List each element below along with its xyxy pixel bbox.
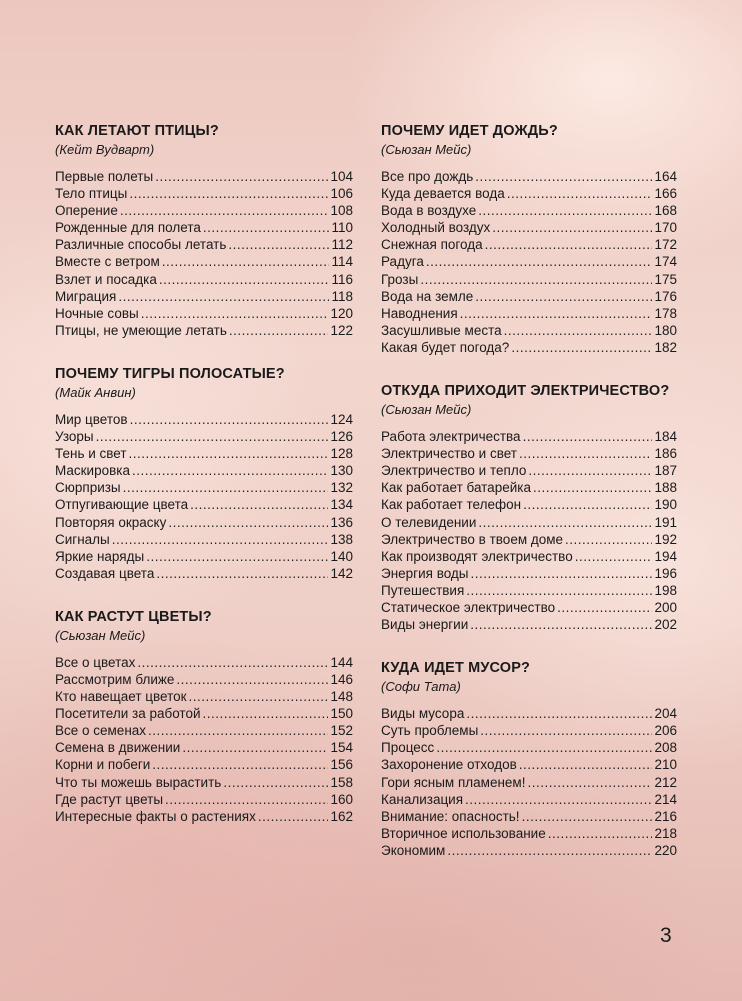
- entry-title: Все о семенах: [55, 723, 147, 739]
- dot-leader: [485, 236, 653, 253]
- entry-title: Виды энергии: [381, 617, 469, 633]
- entry-page-number: 190: [654, 497, 677, 513]
- entry-title: Сюрпризы: [55, 480, 121, 496]
- toc-section: [381, 382, 677, 633]
- toc-entry: [55, 168, 353, 185]
- dot-leader: [523, 428, 653, 445]
- toc-entry: [381, 168, 677, 185]
- dot-leader: [480, 722, 652, 739]
- entry-title: Какая будет погода?: [381, 339, 510, 355]
- dot-leader: [129, 185, 328, 202]
- toc-entry: [55, 496, 353, 513]
- section-author: (Майк Анвин): [55, 384, 136, 400]
- dot-leader: [436, 739, 652, 756]
- entry-title: Гори ясным пламенем!: [381, 774, 526, 790]
- dot-leader: [165, 791, 328, 808]
- dot-leader: [575, 548, 653, 565]
- toc-entry: [381, 428, 677, 445]
- entry-page-number: 144: [330, 654, 353, 670]
- toc-entry: [381, 599, 677, 616]
- toc-entry: [381, 236, 677, 253]
- toc-entry: [55, 722, 353, 739]
- dot-leader: [176, 671, 328, 688]
- entry-title: Что ты можешь вырастить: [55, 774, 222, 790]
- dot-leader: [465, 791, 652, 808]
- entry-title: Процесс: [381, 740, 435, 756]
- entry-title: Канализация: [381, 791, 464, 807]
- entry-title: Как работает телефон: [381, 497, 522, 513]
- toc-entry: [381, 185, 677, 202]
- dot-leader: [118, 288, 329, 305]
- entry-title: Виды мусора: [381, 706, 465, 722]
- entry-title: О телевидении: [381, 514, 477, 530]
- entry-title: Электричество и свет: [381, 446, 517, 462]
- entry-page-number: 162: [330, 808, 353, 824]
- entry-title: Электричество и тепло: [381, 463, 527, 479]
- entry-title: Корни и побеги: [55, 757, 151, 773]
- entry-page-number: 216: [654, 808, 677, 824]
- entry-list: [55, 411, 353, 582]
- entry-page-number: 208: [654, 740, 677, 756]
- toc-entry: [381, 253, 677, 270]
- entry-page-number: 152: [330, 723, 353, 739]
- entry-title: Тело птицы: [55, 186, 128, 202]
- entry-page-number: 200: [654, 599, 677, 615]
- entry-page-number: 202: [654, 617, 677, 633]
- entry-page-number: 187: [654, 463, 677, 479]
- entry-title: Отпугивающие цвета: [55, 497, 189, 513]
- entry-page-number: 112: [331, 237, 353, 253]
- dot-leader: [471, 565, 653, 582]
- section-title: ПОЧЕМУ ИДЕТ ДОЖДЬ?: [381, 123, 558, 139]
- dot-leader: [504, 322, 653, 339]
- entry-page-number: 138: [330, 531, 353, 547]
- entry-title: Повторяя окраску: [55, 514, 167, 530]
- entry-page-number: 154: [330, 740, 353, 756]
- toc-entry: [55, 271, 353, 288]
- toc-section: [55, 365, 353, 582]
- dot-leader: [258, 808, 329, 825]
- toc-entry: [55, 808, 353, 825]
- section-title: КУДА ИДЕТ МУСОР?: [381, 660, 531, 677]
- toc-entry: [55, 462, 353, 479]
- entry-title: Путешествия: [381, 582, 465, 598]
- toc-entry: [381, 445, 677, 462]
- dot-leader: [492, 219, 652, 236]
- dot-leader: [130, 411, 329, 428]
- entry-page-number: 128: [330, 446, 353, 462]
- entry-page-number: 212: [654, 774, 677, 790]
- section-title: КАК ЛЕТАЮТ ПТИЦЫ?: [55, 123, 219, 139]
- toc-entry: [55, 219, 353, 236]
- entry-title: Электричество в твоем доме: [381, 531, 564, 547]
- dot-leader: [96, 428, 329, 445]
- toc-entry: [55, 705, 353, 722]
- dot-leader: [522, 808, 653, 825]
- toc-entry: [381, 705, 677, 722]
- dot-leader: [229, 322, 329, 339]
- entry-page-number: 204: [654, 706, 677, 722]
- entry-title: Экономим: [381, 842, 446, 858]
- entry-title: Создавая цвета: [55, 565, 155, 581]
- toc-entry: [381, 462, 677, 479]
- dot-leader: [507, 185, 653, 202]
- dot-leader: [189, 688, 329, 705]
- dot-leader: [146, 548, 328, 565]
- dot-leader: [527, 774, 652, 791]
- entry-title: Куда девается вода: [381, 186, 505, 202]
- toc-entry: [55, 185, 353, 202]
- dot-leader: [129, 445, 329, 462]
- entry-title: Засушливые места: [381, 322, 502, 338]
- dot-leader: [120, 202, 329, 219]
- entry-title: Маскировка: [55, 463, 131, 479]
- dot-leader: [123, 479, 329, 496]
- toc-entry: [381, 271, 677, 288]
- entry-page-number: 175: [654, 271, 677, 287]
- toc-entry: [381, 548, 677, 565]
- entry-title: Вместе с ветром: [55, 254, 160, 270]
- dot-leader: [168, 514, 328, 531]
- section-title: КАК РАСТУТ ЦВЕТЫ?: [55, 608, 212, 625]
- toc-entry: [55, 791, 353, 808]
- entry-page-number: 108: [330, 203, 353, 219]
- entry-page-number: 110: [331, 220, 353, 236]
- entry-list: [55, 168, 353, 339]
- dot-leader: [528, 462, 652, 479]
- toc-entry: [381, 202, 677, 219]
- entry-page-number: 210: [654, 757, 677, 773]
- entry-title: Взлет и посадка: [55, 271, 157, 287]
- toc-entry: [381, 582, 677, 599]
- toc-entry: [55, 739, 353, 756]
- toc-entry: [381, 339, 677, 356]
- dot-leader: [466, 582, 652, 599]
- entry-page-number: 184: [654, 429, 677, 445]
- entry-title: Узоры: [55, 429, 94, 445]
- entry-title: Рассмотрим ближе: [55, 671, 175, 687]
- entry-page-number: 116: [331, 271, 353, 287]
- entry-list: [381, 168, 677, 356]
- section-author: (Софи Тата): [381, 679, 461, 695]
- dot-leader: [203, 219, 330, 236]
- entry-title: Оперение: [55, 203, 118, 219]
- entry-title: Статическое электричество: [381, 599, 556, 615]
- dot-leader: [426, 253, 653, 270]
- entry-title: Наводнения: [381, 305, 458, 321]
- toc-entry: [55, 671, 353, 688]
- toc-entry: [381, 791, 677, 808]
- entry-title: Захоронение отходов: [381, 757, 517, 773]
- toc-left-column: [55, 122, 353, 851]
- entry-title: Где растут цветы: [55, 791, 164, 807]
- toc-entry: [55, 428, 353, 445]
- toc-entry: [55, 322, 353, 339]
- entry-page-number: 194: [654, 548, 677, 564]
- entry-title: Яркие наряды: [55, 548, 145, 564]
- entry-page-number: 118: [331, 288, 353, 304]
- toc-entry: [55, 479, 353, 496]
- toc-entry: [55, 531, 353, 548]
- entry-page-number: 134: [330, 497, 353, 513]
- entry-page-number: 156: [330, 757, 353, 773]
- entry-page-number: 182: [654, 339, 677, 355]
- entry-page-number: 106: [330, 186, 353, 202]
- dot-leader: [112, 531, 329, 548]
- entry-title: Работа электричества: [381, 429, 521, 445]
- toc-entry: [55, 253, 353, 270]
- page-number: 3: [660, 924, 672, 947]
- dot-leader: [470, 616, 652, 633]
- entry-title: Рожденные для полета: [55, 220, 201, 236]
- dot-leader: [137, 654, 328, 671]
- dot-leader: [155, 168, 328, 185]
- toc-entry: [381, 722, 677, 739]
- entry-title: Все про дождь: [381, 169, 474, 184]
- entry-page-number: 124: [330, 411, 353, 427]
- dot-leader: [223, 774, 328, 791]
- toc-entry: [381, 842, 677, 859]
- toc-entry: [55, 411, 353, 428]
- toc-entry: [381, 479, 677, 496]
- entry-page-number: 136: [330, 514, 353, 530]
- dot-leader: [478, 202, 652, 219]
- entry-page-number: 150: [330, 706, 353, 722]
- toc-entry: [381, 531, 677, 548]
- entry-page-number: 166: [654, 186, 677, 202]
- entry-page-number: 206: [654, 723, 677, 739]
- section-author: (Кейт Вудварт): [55, 142, 155, 157]
- toc-section: [55, 608, 353, 825]
- dot-leader: [152, 756, 328, 773]
- entry-title: Холодный воздух: [381, 220, 491, 236]
- entry-title: Вода в воздухе: [381, 203, 477, 219]
- dot-leader: [203, 705, 329, 722]
- entry-page-number: 146: [330, 671, 353, 687]
- toc-entry: [55, 756, 353, 773]
- entry-page-number: 140: [330, 548, 353, 564]
- entry-title: Внимание: опасность!: [381, 808, 520, 824]
- dot-leader: [132, 462, 328, 479]
- entry-page-number: 214: [654, 791, 677, 807]
- dot-leader: [156, 565, 328, 582]
- entry-page-number: 196: [654, 565, 677, 581]
- toc-entry: [381, 616, 677, 633]
- entry-title: Энергия воды: [381, 565, 469, 581]
- entry-page-number: 186: [654, 446, 677, 462]
- entry-page-number: 218: [654, 825, 677, 841]
- entry-page-number: 126: [330, 429, 353, 445]
- dot-leader: [557, 599, 652, 616]
- dot-leader: [523, 496, 652, 513]
- dot-leader: [466, 705, 652, 722]
- toc-right-column: [381, 122, 677, 885]
- entry-title: Интересные факты о растениях: [55, 808, 256, 824]
- entry-page-number: 220: [654, 842, 677, 858]
- entry-list: [381, 705, 677, 859]
- dot-leader: [511, 339, 652, 356]
- dot-leader: [533, 479, 653, 496]
- entry-page-number: 160: [330, 791, 353, 807]
- entry-title: Миграция: [55, 288, 117, 304]
- entry-title: Суть проблемы: [381, 723, 479, 739]
- entry-page-number: 168: [654, 203, 677, 219]
- toc-entry: [381, 305, 677, 322]
- entry-title: Первые полеты: [55, 169, 154, 184]
- dot-leader: [148, 722, 328, 739]
- entry-page-number: 170: [654, 220, 677, 236]
- entry-list: [55, 654, 353, 825]
- toc-entry: [55, 774, 353, 791]
- toc-entry: [55, 305, 353, 322]
- toc-entry: [55, 548, 353, 565]
- entry-title: Как производят электричество: [381, 548, 573, 564]
- toc-section: [55, 122, 353, 339]
- section-author: (Сьюзан Мейс): [55, 627, 146, 643]
- entry-page-number: 174: [654, 254, 677, 270]
- entry-page-number: 132: [330, 480, 353, 496]
- toc-entry: [55, 236, 353, 253]
- entry-title: Грозы: [381, 271, 419, 287]
- entry-title: Снежная погода: [381, 237, 483, 253]
- toc-entry: [55, 514, 353, 531]
- section-author: (Сьюзан Мейс): [381, 142, 472, 157]
- toc-entry: [55, 445, 353, 462]
- toc-entry: [381, 774, 677, 791]
- toc-entry: [55, 688, 353, 705]
- toc-section: [381, 659, 677, 859]
- dot-leader: [190, 496, 328, 513]
- dot-leader: [460, 305, 653, 322]
- toc-entry: [381, 219, 677, 236]
- entry-title: Все о цветах: [55, 654, 136, 670]
- entry-page-number: 104: [330, 169, 353, 184]
- entry-title: Сигналы: [55, 531, 110, 547]
- entry-page-number: 130: [330, 463, 353, 479]
- entry-page-number: 142: [330, 565, 353, 581]
- section-title: ПОЧЕМУ ТИГРЫ ПОЛОСАТЫЕ?: [55, 365, 285, 382]
- toc-entry: [381, 322, 677, 339]
- toc-entry: [381, 288, 677, 305]
- dot-leader: [159, 271, 330, 288]
- toc-entry: [381, 756, 677, 773]
- entry-page-number: 180: [654, 322, 677, 338]
- toc-entry: [381, 565, 677, 582]
- dot-leader: [548, 825, 653, 842]
- toc-section: [381, 122, 677, 356]
- entry-title: Тень и свет: [55, 446, 127, 462]
- dot-leader: [519, 445, 652, 462]
- entry-title: Мир цветов: [55, 411, 128, 427]
- entry-page-number: 148: [330, 689, 353, 705]
- toc-entry: [55, 565, 353, 582]
- entry-title: Различные способы летать: [55, 237, 227, 253]
- toc-entry: [381, 808, 677, 825]
- dot-leader: [228, 236, 329, 253]
- entry-page-number: 176: [654, 288, 677, 304]
- toc-entry: [381, 514, 677, 531]
- entry-page-number: 122: [330, 322, 353, 338]
- entry-page-number: 191: [654, 514, 677, 530]
- entry-title: Вторичное использование: [381, 825, 546, 841]
- dot-leader: [475, 168, 652, 185]
- dot-leader: [565, 531, 652, 548]
- section-author: (Сьюзан Мейс): [381, 402, 472, 418]
- dot-leader: [475, 288, 652, 305]
- entry-page-number: 172: [654, 237, 677, 253]
- toc-entry: [381, 739, 677, 756]
- entry-page-number: 192: [654, 531, 677, 547]
- entry-title: Как работает батарейка: [381, 480, 531, 496]
- entry-page-number: 120: [330, 305, 353, 321]
- entry-title: Посетители за работой: [55, 706, 201, 722]
- toc-entry: [381, 825, 677, 842]
- dot-leader: [182, 739, 328, 756]
- entry-page-number: 158: [330, 774, 353, 790]
- entry-page-number: 188: [654, 480, 677, 496]
- toc-entry: [55, 654, 353, 671]
- entry-page-number: 178: [654, 305, 677, 321]
- section-title: ОТКУДА ПРИХОДИТ ЭЛЕКТРИЧЕСТВО?: [381, 383, 670, 400]
- entry-title: Семена в движении: [55, 740, 181, 756]
- dot-leader: [141, 305, 329, 322]
- entry-page-number: 164: [654, 169, 677, 184]
- entry-title: Ночные совы: [55, 305, 139, 321]
- entry-page-number: 198: [654, 582, 677, 598]
- dot-leader: [478, 514, 652, 531]
- entry-title: Птицы, не умеющие летать: [55, 322, 227, 338]
- entry-title: Кто навещает цветок: [55, 689, 187, 705]
- toc-entry: [381, 496, 677, 513]
- dot-leader: [447, 842, 652, 859]
- entry-page-number: 114: [331, 254, 353, 270]
- entry-list: [381, 428, 677, 633]
- toc-entry: [55, 202, 353, 219]
- dot-leader: [519, 756, 653, 773]
- toc-entry: [55, 288, 353, 305]
- entry-title: Радуга: [381, 254, 424, 270]
- dot-leader: [162, 253, 330, 270]
- dot-leader: [420, 271, 652, 288]
- entry-title: Вода на земле: [381, 288, 474, 304]
